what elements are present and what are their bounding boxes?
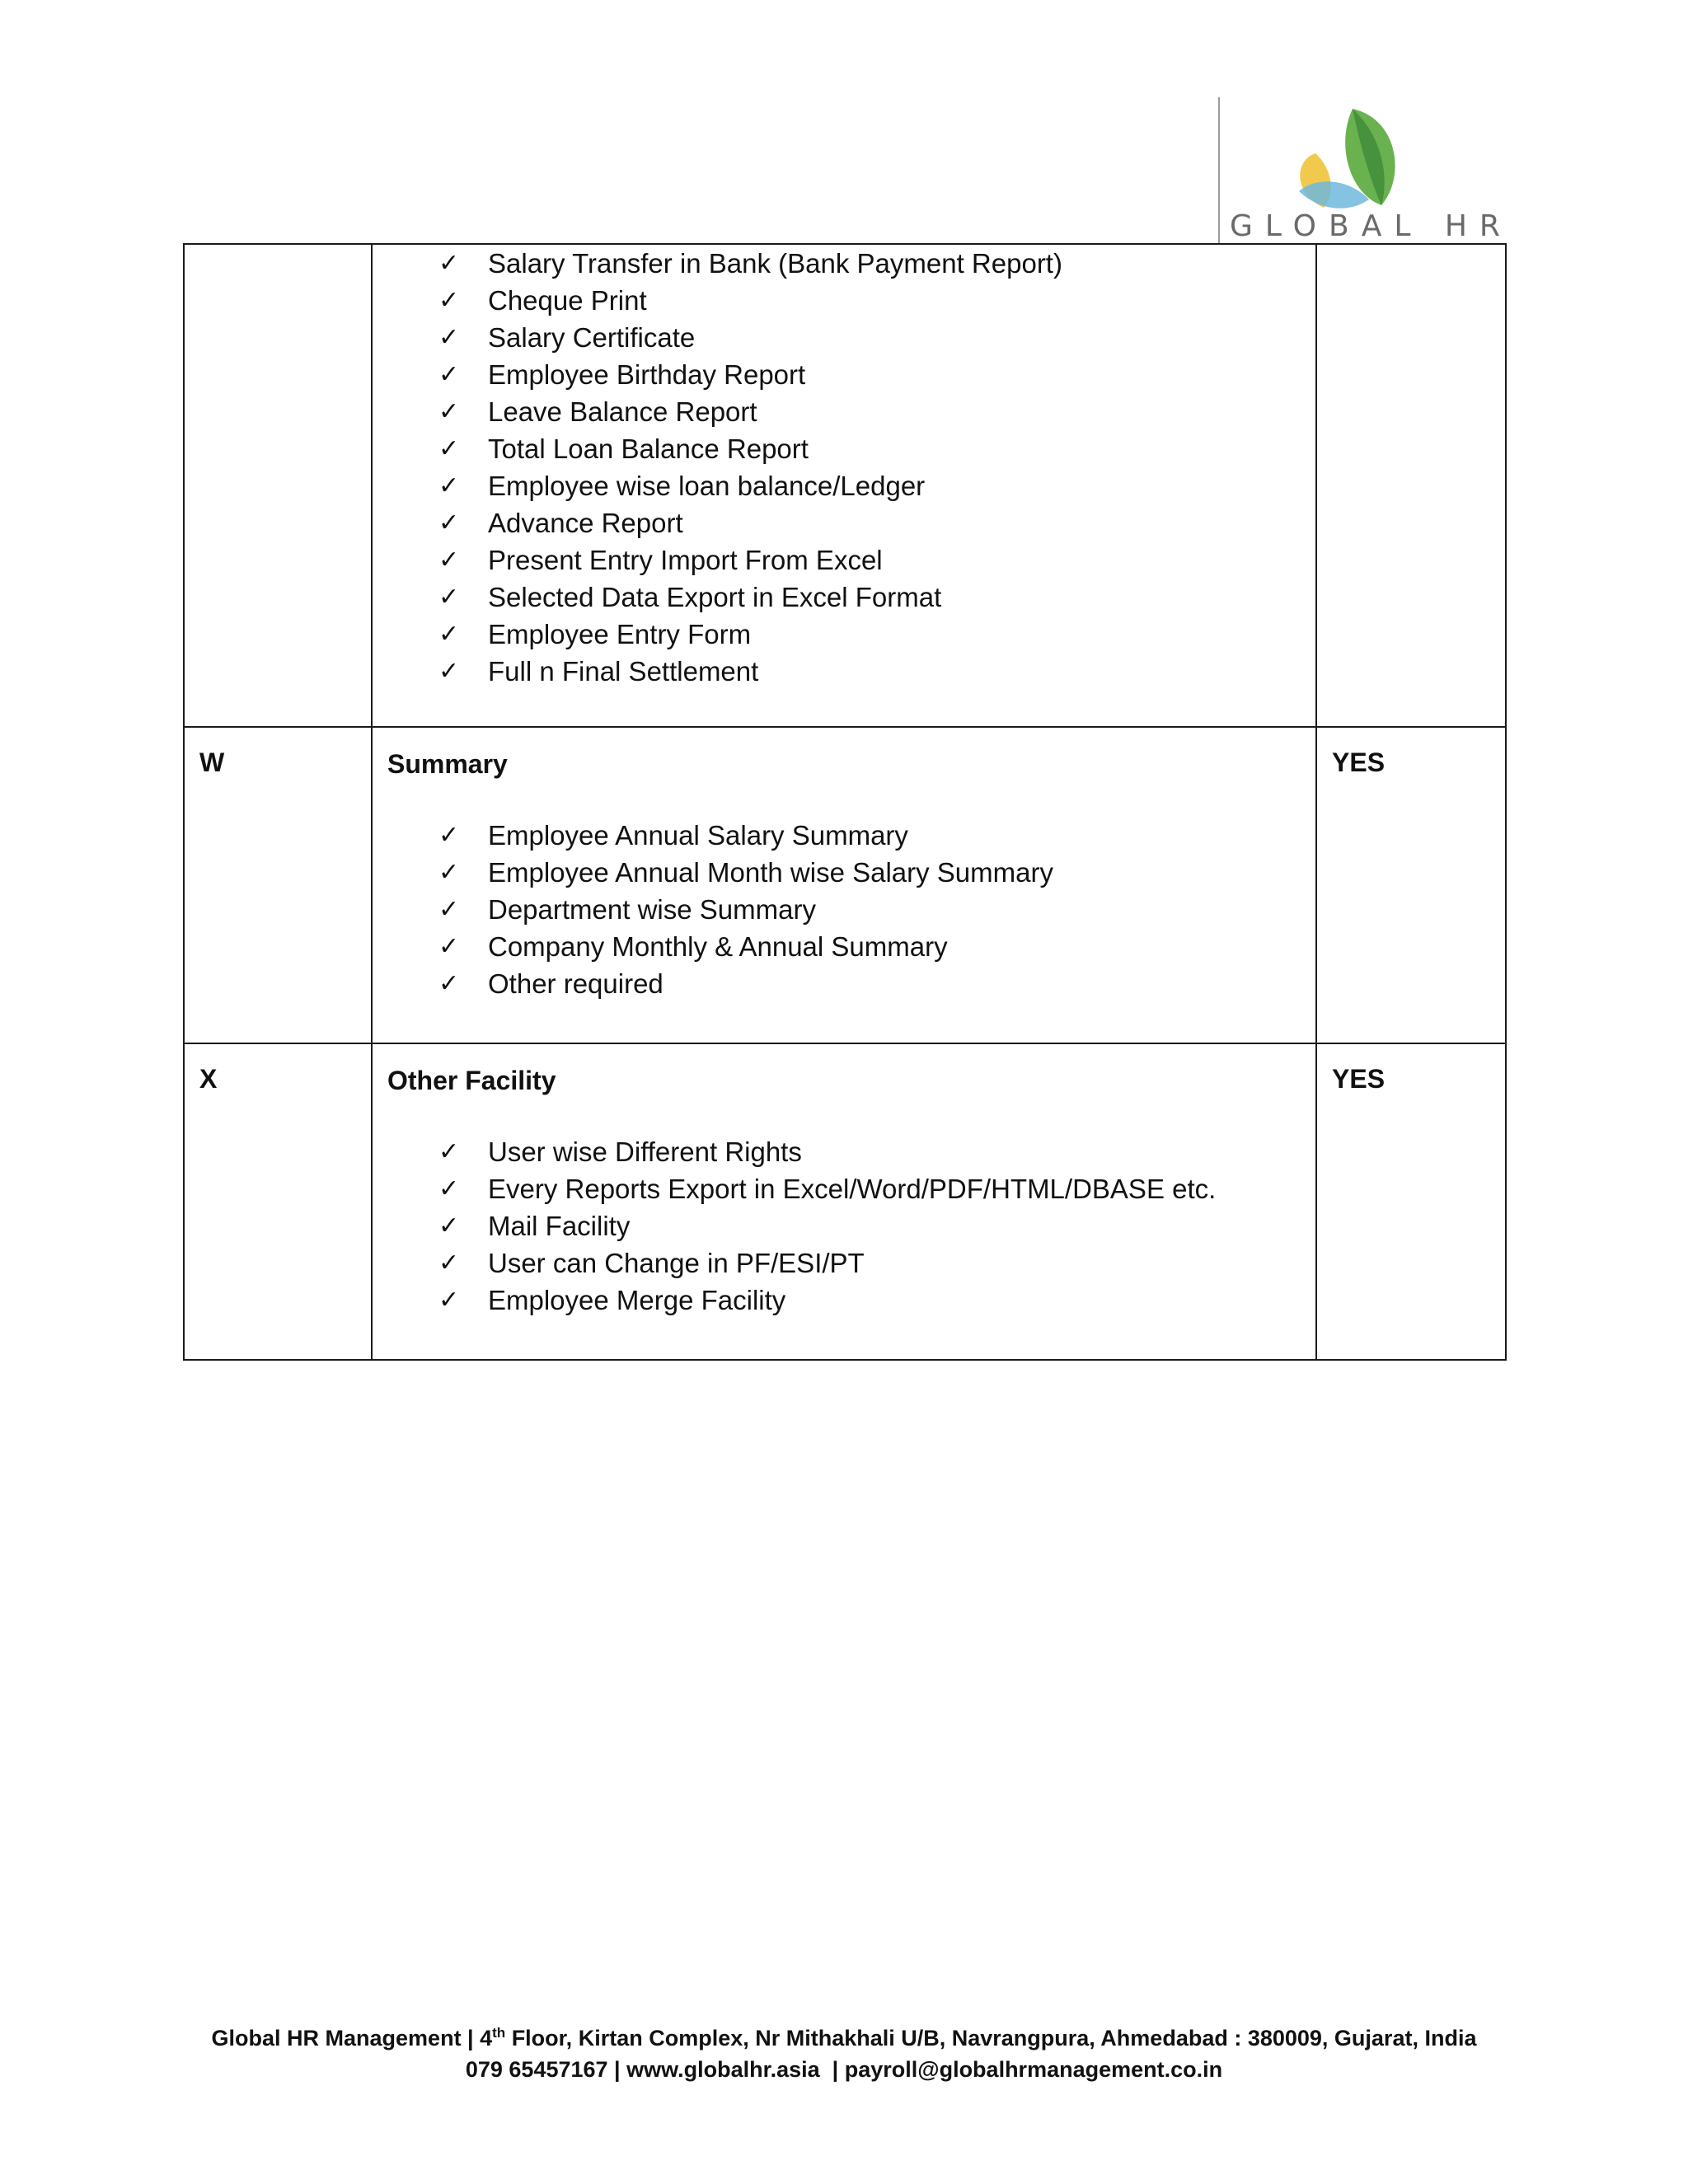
code-cell: W	[184, 727, 372, 1043]
section-title: Other Facility	[387, 1066, 556, 1095]
code-cell: X	[184, 1043, 372, 1360]
footer-contact-line: 079 65457167 | www.globalhr.asia | payroll@globalhrmanagement.co.in	[465, 2057, 1223, 2082]
list-item: ✓ Selected Data Export in Excel Format	[438, 579, 1315, 616]
list-item: ✓ Department wise Summary	[438, 891, 1315, 928]
table-row-summary	[184, 727, 1506, 1043]
checkmark-icon: ✓	[438, 323, 460, 352]
list-item: ✓ User wise Different Rights	[438, 1133, 1315, 1170]
checkmark-icon: ✓	[438, 583, 460, 612]
checkmark-icon: ✓	[438, 360, 460, 389]
logo-divider	[1218, 97, 1220, 244]
table-row-continuation	[184, 244, 1506, 727]
list-item: ✓ Company Monthly & Annual Summary	[438, 928, 1315, 965]
list-item: ✓ Employee Merge Facility	[438, 1282, 1315, 1319]
list-item: ✓ Leave Balance Report	[438, 393, 1315, 430]
checkmark-icon: ✓	[438, 1174, 460, 1203]
checkmark-icon: ✓	[438, 821, 460, 850]
code-cell	[184, 244, 372, 727]
checkmark-icon: ✓	[438, 286, 460, 315]
checkmark-icon: ✓	[438, 471, 460, 500]
feature-cell	[372, 727, 1316, 1043]
checkmark-icon: ✓	[438, 969, 460, 998]
list-item: ✓ Employee Annual Salary Summary	[438, 817, 1315, 854]
footer-address-line: Global HR Management | 4th Floor, Kirtan Complex, Nr Mithakhali U/B, Navrangpura, Ahmedabad : 380009, Gujarat, India	[211, 2025, 1477, 2050]
feature-cell	[372, 244, 1316, 727]
list-item: ✓ Full n Final Settlement	[438, 653, 1315, 690]
checkmark-icon: ✓	[438, 895, 460, 924]
checkmark-icon: ✓	[438, 657, 460, 686]
checkmark-icon: ✓	[438, 509, 460, 537]
checkmark-icon: ✓	[438, 249, 460, 278]
list-item: ✓ Present Entry Import From Excel	[438, 541, 1315, 579]
checkmark-icon: ✓	[438, 1212, 460, 1240]
list-item: ✓ Advance Report	[438, 504, 1315, 541]
list-item: ✓ Cheque Print	[438, 282, 1315, 319]
checkmark-icon: ✓	[438, 1249, 460, 1277]
list-item: ✓ Every Reports Export in Excel/Word/PDF/HTML/DBASE etc.	[438, 1170, 1315, 1207]
checkmark-icon: ✓	[438, 1137, 460, 1166]
list-item: ✓ User can Change in PF/ESI/PT	[438, 1244, 1315, 1282]
checkmark-icon: ✓	[438, 434, 460, 463]
list-item: ✓ Employee Birthday Report	[438, 356, 1315, 393]
feature-checklist	[373, 817, 1315, 1002]
feature-checklist	[373, 1133, 1315, 1319]
status-cell: YES	[1316, 727, 1506, 1043]
list-item: ✓ Total Loan Balance Report	[438, 430, 1315, 467]
checkmark-icon: ✓	[438, 546, 460, 574]
checkmark-icon: ✓	[438, 1286, 460, 1315]
status-cell	[1316, 244, 1506, 727]
list-item: ✓ Other required	[438, 965, 1315, 1002]
list-item: ✓ Salary Certificate	[438, 319, 1315, 356]
checkmark-icon: ✓	[438, 932, 460, 961]
feature-checklist	[373, 245, 1315, 690]
section-title: Summary	[387, 749, 508, 779]
list-item: ✓ Employee Entry Form	[438, 616, 1315, 653]
table-row-other-facility	[184, 1043, 1506, 1360]
company-logo	[1218, 97, 1512, 244]
checkmark-icon: ✓	[438, 858, 460, 887]
page-footer	[0, 2018, 1688, 2085]
list-item: ✓ Mail Facility	[438, 1207, 1315, 1244]
list-item: ✓ Salary Transfer in Bank (Bank Payment Report)	[438, 245, 1315, 282]
logo-wordmark: GLOBAL HR	[1230, 209, 1512, 243]
checkmark-icon: ✓	[438, 397, 460, 426]
leaf-logo-icon	[1291, 102, 1414, 218]
checkmark-icon: ✓	[438, 620, 460, 649]
feature-table	[183, 243, 1507, 1361]
list-item: ✓ Employee Annual Month wise Salary Summary	[438, 854, 1315, 891]
status-cell: YES	[1316, 1043, 1506, 1360]
feature-cell	[372, 1043, 1316, 1360]
list-item: ✓ Employee wise loan balance/Ledger	[438, 467, 1315, 504]
